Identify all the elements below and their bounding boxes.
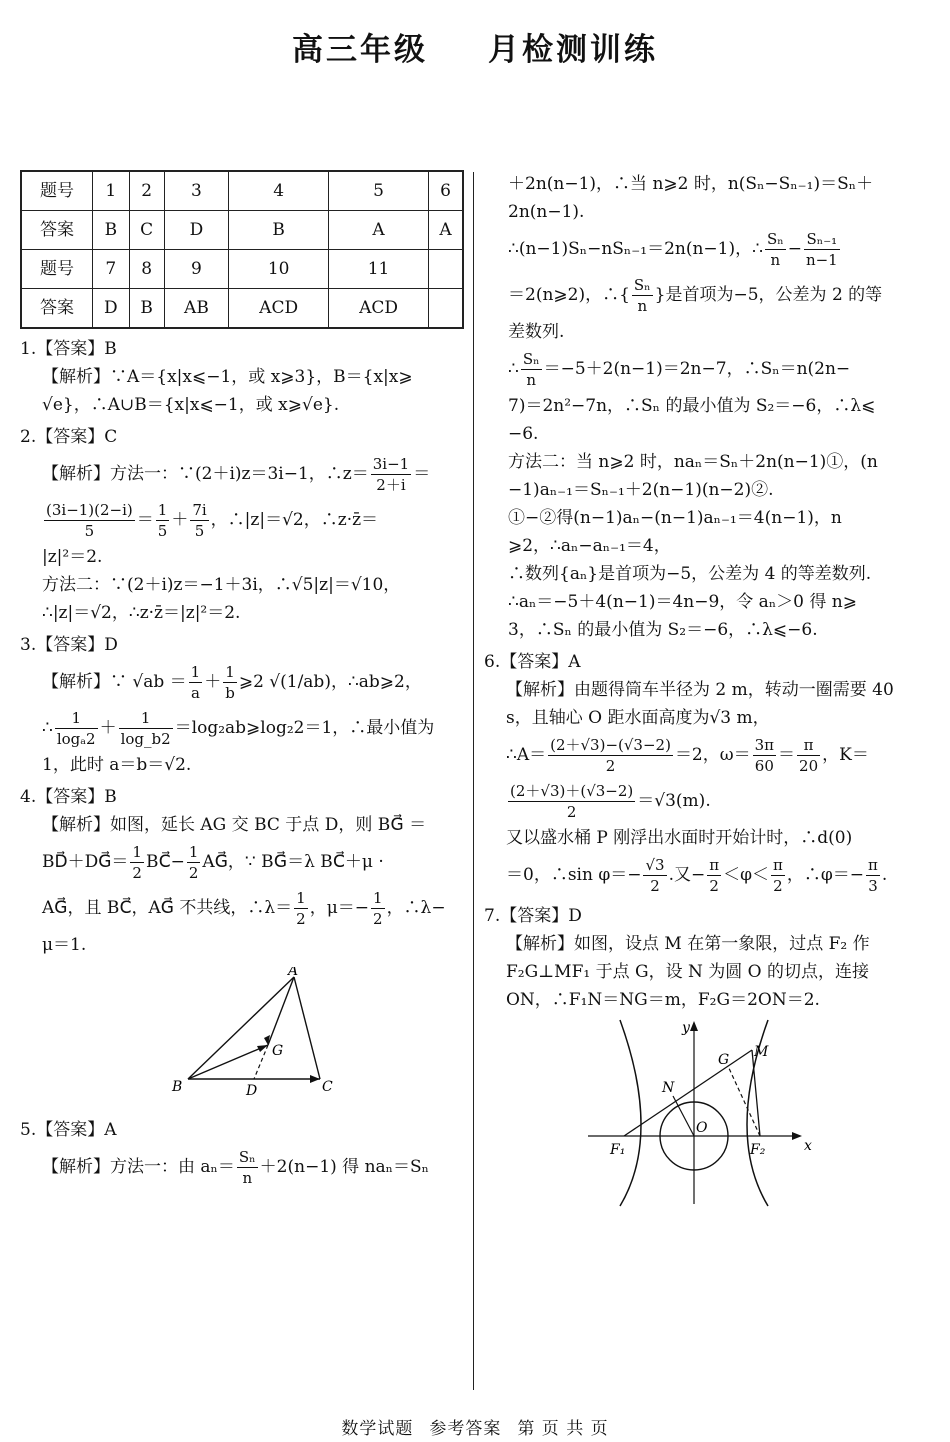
numerator: √3 [645,856,665,874]
answer-table-row [21,250,463,289]
answer-table-cell: 8 [129,250,164,289]
numerator: 3π [754,736,775,754]
denominator: 2 [296,910,306,928]
q7-line: 【解析】如图，设点 M 在第一象限，过点 F₂ 作 [506,934,870,954]
label-o: O [696,1120,708,1136]
numerator: 1 [188,843,199,861]
label-m: M [754,1044,769,1060]
segment-f2g [728,1066,760,1136]
q5-line: 3，∴Sₙ 的最小值为 S₂＝−6，∴λ⩽−6. [508,620,818,640]
text: AG⃗，且 BC⃗，AG⃗ 不共线，∴λ＝ [42,898,293,918]
left-column [20,170,465,1190]
answer-table-cell: 9 [164,250,229,289]
fraction [156,500,170,541]
numerator: 1 [373,889,383,907]
q5-line: ⩾2，∴aₙ−aₙ₋₁＝4， [508,536,671,556]
text: ∴(n−1)Sₙ−nSₙ₋₁＝2n(n−1)，∴ [508,239,763,259]
text: ＝ [778,745,796,765]
numerator: 3i−1 [372,455,410,473]
fraction [187,842,201,883]
q3-line: 1，此时 a＝b＝√2. [42,755,192,775]
fraction [371,454,411,495]
text: 【解析】方法一：∵(2＋i)z＝3i−1，∴z＝ [42,464,369,484]
fraction [190,500,208,541]
triangle-figure [170,967,350,1099]
denominator: 20 [799,757,819,775]
denominator: 2＋i [376,476,406,494]
question-4 [20,783,465,1112]
text: ∴A＝ [506,745,547,765]
q3-line [42,659,465,705]
text: ⩾2 √(1/ab)，∴ab⩾2， [238,672,422,692]
answer-table-cell: 1 [93,171,130,211]
denominator: 2 [132,864,142,882]
fraction [189,662,203,703]
q4-answer: 4.【答案】B [20,787,117,807]
q6-line [506,778,930,824]
text: BD⃗＋DG⃗＝ [42,852,129,872]
exam-title: 月检测训练 [488,32,658,68]
answer-table-cell: 3 [164,171,229,211]
answer-table-cell: B [93,211,130,250]
fraction [55,708,98,749]
denominator: 2 [605,757,616,775]
q6-line: 【解析】由题得筒车半径为 2 m，转动一圈需要 40 [506,680,894,700]
q2-line: |z|²＝2. [42,547,103,567]
edge-ba [188,977,294,1079]
question-1 [20,335,465,419]
q7-answer: 7.【答案】D [484,906,582,926]
fraction [521,349,542,390]
denominator: 2 [709,877,719,895]
numerator: 1 [157,501,168,519]
label-b: B [172,1079,183,1095]
edge-ac [294,977,320,1079]
grade-title: 高三年级 [292,32,428,68]
q5-line [508,226,930,272]
q5-line [508,346,930,392]
q7-line: ON，∴F₁N＝NG＝m，F₂G＝2ON＝2. [506,990,820,1010]
hyperbola-figure [582,1018,822,1208]
text: ，∴λ− [386,898,446,918]
numerator: π [868,856,878,874]
q1-line: √e}，∴A∪B＝{x|x⩽−1，或 x⩾√e}. [42,395,340,415]
fraction [643,855,666,896]
question-7 [484,902,930,1217]
label-g: G [272,1043,284,1059]
denominator: b [225,684,235,702]
q2-line: 方法二：∵(2＋i)z＝−1＋3i，∴√5|z|＝√10， [42,575,401,595]
q1-answer: 1.【答案】B [20,339,117,359]
numerator: 7i [192,501,207,519]
answer-table-cell: 2 [129,171,164,211]
fraction [804,229,840,270]
answer-table-cell: AB [164,289,229,329]
line-f1m [624,1050,752,1136]
answer-table-cell: 5 [329,171,429,211]
denominator: n [770,251,781,269]
fraction [119,708,173,749]
answer-table-cell: 4 [229,171,329,211]
q5-line: 差数列. [508,322,565,342]
q5-line [42,1144,465,1190]
footer-subject: 数学试题 [341,1419,414,1439]
text: − [787,239,802,259]
hyperbola-left-branch [620,1020,641,1206]
denominator: 3 [868,877,878,895]
fraction [44,500,135,541]
arrow-bc [310,1075,320,1083]
text: AG⃗，∵ BG⃗＝λ BC⃗＋μ · [202,852,384,872]
q4-line: μ＝1. [42,935,87,955]
fraction [866,855,880,896]
question-5 [20,1116,465,1190]
answer-table-cell: ACD [329,289,429,329]
q3-answer: 3.【答案】D [20,635,118,655]
q4-line: 【解析】如图，延长 AG 交 BC 于点 D，则 BG⃗ ＝ [42,815,427,835]
numerator: 1 [296,889,306,907]
q6-line [506,732,930,778]
answer-table-cell [428,250,463,289]
text: 【解析】∵ √ab ＝ [42,672,187,692]
text: ＋ [99,718,117,738]
text: ＋ [204,672,222,692]
numerator: Sₙ₋₁ [804,229,840,250]
label-c: C [322,1079,333,1095]
fraction [130,842,144,883]
numerator: Sₙ [522,350,540,368]
text: ＝√3(m). [637,791,711,811]
q2-line [42,497,465,543]
text: ∴ [42,718,53,738]
fraction [237,1147,258,1188]
q5-line: 方法二：当 n⩾2 时，naₙ＝Sₙ＋2n(n−1)①，(n [508,452,878,472]
denominator: n [526,371,537,389]
text: ，μ＝− [309,898,370,918]
text: ＋2(n−1) 得 naₙ＝Sₙ [259,1157,430,1177]
text: ∴ [508,359,519,379]
line-mf2 [752,1050,760,1136]
label-n: N [662,1080,675,1096]
answer-table-row [21,289,463,329]
fraction [548,735,673,776]
numerator: 1 [132,843,142,861]
answer-table-row [21,171,463,211]
q5-line: −6. [508,424,539,444]
q6-line: 又以盛水桶 P 刚浮出水面时开始计时，∴d(0) [506,828,853,848]
text: 【解析】方法一：由 aₙ＝ [42,1157,235,1177]
q5-line: ＋2n(n−1)，∴当 n⩾2 时，n(Sₙ−Sₙ₋₁)＝Sₙ＋ [508,174,874,194]
x-axis-arrow [792,1132,802,1140]
answer-table-cell: A [428,211,463,250]
label-f2: F₂ [750,1142,766,1158]
answer-table-cell: 6 [428,171,463,211]
text: . [881,865,888,885]
answer-table-head: 答案 [21,211,93,250]
q6-answer: 6.【答案】A [484,652,581,672]
denominator: 5 [84,522,95,540]
fraction [223,662,237,703]
fraction [771,855,785,896]
footer-doc: 参考答案 [429,1419,502,1439]
label-g: G [718,1052,730,1068]
answer-table-cell: C [129,211,164,250]
numerator: 1 [55,708,98,729]
q4-line [42,839,465,885]
q6-line: s，且轴心 O 距水面高度为√3 m， [506,708,770,728]
answer-table-cell [428,289,463,329]
text: ＝−5＋2(n−1)＝2n−7，∴Sₙ＝n(2n− [543,359,851,379]
answer-table-head: 题号 [21,171,93,211]
label-f1: F₁ [610,1142,626,1158]
fraction [707,855,721,896]
q6-line [506,852,930,898]
denominator: 2 [188,864,199,882]
fraction [371,888,385,929]
fraction [753,735,776,776]
numerator: (3i−1)(2−i) [46,501,133,519]
denominator: 5 [194,522,205,540]
right-column [484,170,930,1217]
denominator: a [190,684,200,702]
text: ，∴φ＝− [786,865,865,885]
answer-table-head: 答案 [21,289,93,329]
answer-table [20,170,464,329]
page-title [0,24,950,69]
column-divider [473,172,474,1390]
question-2 [20,423,465,627]
numerator: 1 [119,708,173,729]
answer-table-cell: D [164,211,229,250]
numerator: π [797,735,820,756]
q5-line: −1)aₙ₋₁＝Sₙ₋₁＋2(n−1)(n−2)②. [508,480,774,500]
text: }是首项为−5，公差为 2 的等 [654,285,883,305]
label-x: x [804,1138,812,1154]
q7-line: F₂G⊥MF₁ 于点 G，设 N 为圆 O 的切点，连接 [506,962,870,982]
numerator: Sₙ [766,230,784,248]
q5-answer: 5.【答案】A [20,1120,117,1140]
fraction [508,781,635,822]
text: ＝ [413,464,431,484]
q1-line: 【解析】∵A＝{x|x⩽−1，或 x⩾3}，B＝{x|x⩾ [42,367,413,387]
numerator: Sₙ [238,1148,256,1166]
q3-line [42,705,465,751]
text: .又− [668,865,706,885]
text: ，∴|z|＝√2，∴z·z̄＝ [210,510,379,530]
fraction [632,275,653,316]
denominator: n [637,297,648,315]
q5-line: 7)＝2n²−7n，∴Sₙ 的最小值为 S₂＝−6，∴λ⩽ [508,396,876,416]
denominator: n−1 [805,251,838,269]
numerator: 1 [190,663,201,681]
numerator: 1 [223,662,237,683]
fraction [797,735,820,776]
label-d: D [246,1083,258,1099]
numerator: (2＋√3)−(√3−2) [550,736,671,754]
denominator: 2 [566,803,577,821]
denominator: 2 [773,877,783,895]
fraction [294,888,308,929]
denominator: 2 [373,910,383,928]
answer-table-cell: 10 [229,250,329,289]
label-y: y [682,1020,690,1036]
text: ＜φ＜ [723,865,770,885]
q5-line: 2n(n−1). [508,202,585,222]
segment-ag [268,977,294,1045]
answer-table-row [21,211,463,250]
q5-line [508,272,930,318]
q2-line: ∴|z|＝√2，∴z·z̄＝|z|²＝2. [42,603,241,623]
text: ＋ [171,510,189,530]
numerator: π [773,856,783,874]
text: ＝2(n⩾2)，∴{ [508,285,630,305]
numerator: π [709,856,720,874]
answer-table-cell: B [129,289,164,329]
q5-line: ①−②得(n−1)aₙ−(n−1)aₙ₋₁＝4(n−1)，n [508,508,842,528]
denominator: log_b2 [120,730,171,748]
page-footer [0,1414,950,1439]
numerator: Sₙ [633,276,651,294]
denominator: 60 [754,757,774,775]
text: ，K＝ [822,745,869,765]
answer-table-cell: ACD [229,289,329,329]
q2-line [42,451,465,497]
answer-table-head: 题号 [21,250,93,289]
question-6 [484,648,930,898]
q2-answer: 2.【答案】C [20,427,118,447]
denominator: n [242,1169,253,1187]
answer-table-cell: 11 [329,250,429,289]
text: ＝log₂ab⩾log₂2＝1，∴最小值为 [174,718,435,738]
numerator: (2＋√3)＋(√3−2) [510,782,634,800]
answer-table-cell: 7 [93,250,130,289]
footer-page: 第 页 共 页 [517,1419,609,1439]
answer-table-cell: D [93,289,130,329]
q4-line [42,885,465,931]
q5-line: ∴aₙ＝−5＋4(n−1)＝4n−9，令 aₙ＞0 得 n⩾ [508,592,857,612]
text: BC⃗− [145,852,185,872]
fraction [765,229,786,270]
text: ＝ [136,510,154,530]
label-a: A [288,967,299,979]
answer-table-cell: B [229,211,329,250]
text: ＝0，∴sin φ＝− [506,865,642,885]
denominator: 5 [157,522,168,540]
answer-table-cell: A [329,211,429,250]
y-axis-arrow [690,1021,698,1031]
text: ＝2，ω＝ [674,745,751,765]
question-3 [20,631,465,779]
q5-line: ∴数列{aₙ}是首项为−5，公差为 4 的等差数列. [508,564,872,584]
denominator: logₐ2 [56,730,96,748]
denominator: 2 [650,877,660,895]
